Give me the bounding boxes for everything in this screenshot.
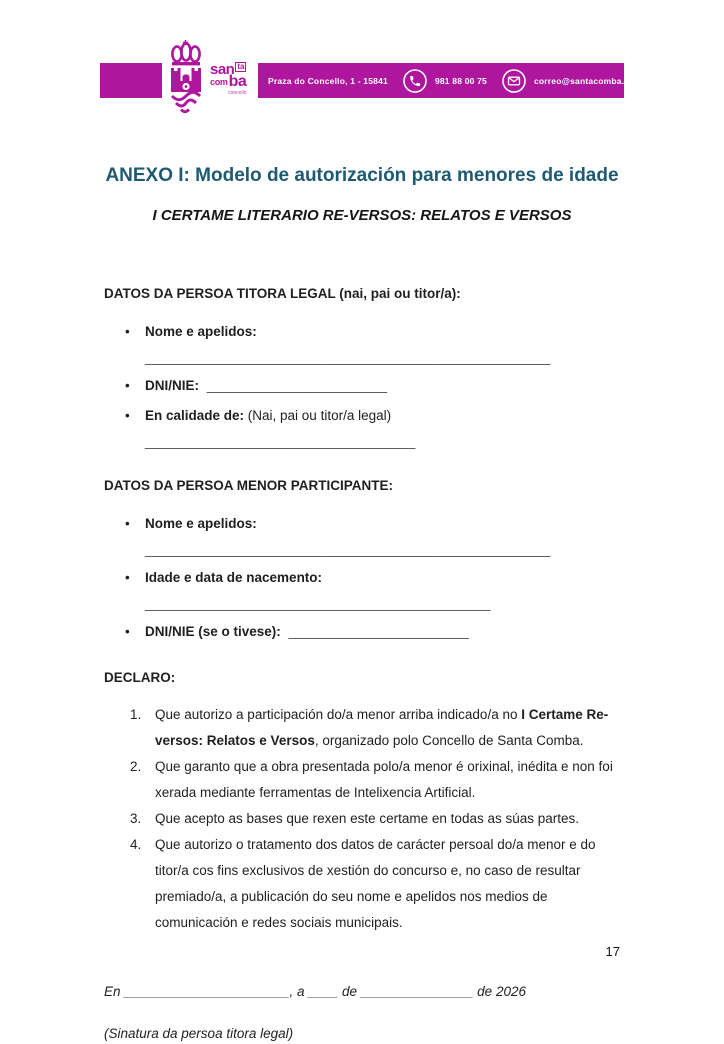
date-signature-line	[104, 982, 620, 1002]
item-text	[155, 702, 620, 754]
item-text	[155, 754, 620, 806]
field-label: DNI/NIE:	[145, 378, 199, 393]
page-number: 17	[605, 944, 620, 959]
section-heading-titor: DATOS DA PERSOA TITORA LEGAL (nai, pai ou titor/a):	[104, 286, 461, 301]
item-text	[155, 832, 620, 936]
declarations-list	[104, 702, 620, 936]
fill-line: ________________________	[288, 624, 469, 639]
declaration-item-3	[104, 806, 620, 832]
item-text-bold: I Certame Re-versos: Relatos e Versos	[155, 707, 609, 748]
item-number: 4.	[130, 837, 142, 852]
page-title: ANEXO I: Modelo de autorización para menores de idade	[105, 165, 619, 186]
castle-crown-icon	[164, 40, 208, 112]
field-menor-nome	[104, 514, 620, 558]
field-titor-nome	[104, 322, 620, 366]
date-pre: En	[104, 984, 125, 999]
item-text	[155, 806, 620, 832]
signature-note: (Sinatura da persoa titora legal)	[104, 1026, 294, 1041]
logo-text-com: com	[210, 77, 228, 87]
page-subtitle: I CERTAME LITERARIO RE-VERSOS: RELATOS E VERSOS	[152, 207, 572, 224]
address-text: Praza do Concello, 1 - 15841	[268, 75, 388, 86]
field-menor-dni	[104, 622, 620, 642]
header-contact-band	[258, 63, 635, 98]
logo-text-san: san	[210, 61, 235, 78]
field-label: Nome e apelidos:	[145, 324, 257, 339]
email-address: correo@santacomba.es	[533, 75, 635, 86]
fill-line: ____	[308, 984, 339, 999]
fill-line: ________________________	[206, 378, 387, 393]
declaration-item-1	[104, 702, 620, 754]
mail-icon	[501, 68, 527, 94]
field-label: DNI/NIE (se o tivese):	[145, 624, 281, 639]
header-banner	[0, 0, 724, 112]
item-text-pre: Que acepto as bases que rexen este certame en todas as súas partes.	[155, 811, 580, 826]
document-body	[0, 164, 724, 1044]
fill-line: _______________	[360, 984, 474, 999]
declaration-item-4	[104, 832, 620, 936]
fill-line: ______________________________________________	[145, 596, 491, 611]
date-mid: de	[338, 984, 361, 999]
date-mid: , a	[289, 984, 309, 999]
logo-text-ba: ba	[228, 73, 247, 90]
item-text-pre: Que autorizo o tratamento dos datos de carácter persoal do/a menor e do titor/a cos fins exclusivos de xestión do concurso e, no caso de resultar premiado/a, a publicación do seu nome e apelidos nos medios de comunicación e redes sociais municipais.	[155, 837, 596, 930]
item-text-pre: Que garanto que a obra presentada polo/a menor é orixinal, inédita e non foi xerada mediante ferramentas de Intelixencia Artificial.	[155, 759, 613, 800]
field-menor-idade	[104, 568, 620, 612]
fill-line: ______________________	[124, 984, 290, 999]
field-note: (Nai, pai ou titor/a legal)	[244, 408, 392, 423]
item-number: 2.	[130, 759, 142, 774]
header-band-left	[100, 63, 162, 98]
phone-number: 981 88 00 75	[434, 75, 487, 86]
logo-text-ta: ta	[237, 62, 245, 71]
field-titor-dni	[104, 376, 620, 396]
logo-wordmark	[210, 62, 246, 96]
field-label: Idade e data de nacemento:	[145, 570, 323, 585]
field-titor-calidade	[104, 406, 620, 450]
date-year: de 2026	[473, 984, 526, 999]
declaration-item-2	[104, 754, 620, 806]
section-heading-declaro: DECLARO:	[104, 670, 176, 685]
item-text-post: , organizado polo Concello de Santa Comba.	[314, 733, 584, 748]
field-label: En calidade de:	[145, 408, 245, 423]
phone-icon	[402, 68, 428, 94]
item-number: 3.	[130, 811, 142, 826]
santa-comba-logo	[164, 40, 258, 112]
field-label: Nome e apelidos:	[145, 516, 257, 531]
logo-tagline: concello	[228, 90, 247, 96]
titor-fields-list	[104, 322, 620, 450]
fill-line: ______________________________________________________	[145, 542, 551, 557]
fill-line: ______________________________________________________	[145, 350, 551, 365]
section-heading-menor: DATOS DA PERSOA MENOR PARTICIPANTE:	[104, 478, 394, 493]
menor-fields-list	[104, 514, 620, 642]
item-number: 1.	[130, 707, 142, 722]
fill-line: ____________________________________	[145, 434, 416, 449]
item-text-pre: Que autorizo a participación do/a menor arriba indicado/a no	[155, 707, 522, 722]
